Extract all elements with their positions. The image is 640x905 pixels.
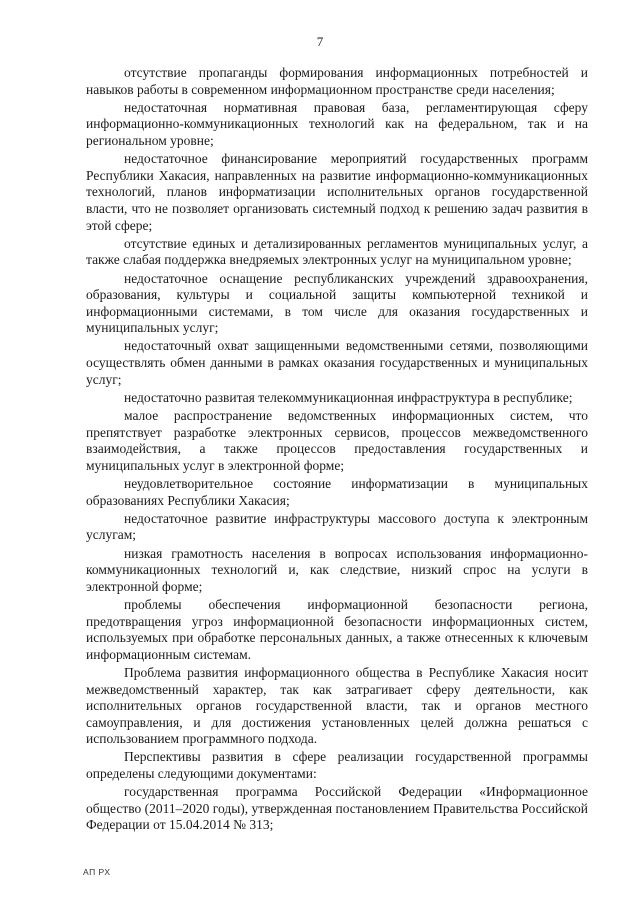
paragraph: низкая грамотность населения в вопросах использования информационно-коммуникационных технологий и, как следствие, низкий спрос на услуги в электронной форме; <box>86 545 588 594</box>
paragraph: недостаточная нормативная правовая база, регламентирующая сферу информационно-коммуникационных технологий как на федеральном, так и на региональном уровне; <box>86 99 588 148</box>
paragraph: недостаточное финансирование мероприятий государственных программ Республики Хакасия, направленных на развитие информационно-коммуникационных технологий, планов информатизации исполнительных органов государственной власти, что не позволяет организовать системный подход к решению задач развития в этой сфере; <box>86 151 588 233</box>
paragraph: отсутствие пропаганды формирования информационных потребностей и навыков работы в современном информационном пространстве среди населения; <box>86 65 588 97</box>
paragraph: государственная программа Российской Федерации «Информационное общество (2011–2020 годы), утвержденная постановлением Правительства Российской Федерации от 15.04.2014 № 313; <box>86 784 588 833</box>
paragraph: малое распространение ведомственных информационных систем, что препятствует разработке электронных сервисов, процессов межведомственного взаимодействия, а также процессов предоставления государственных и муниципальных услуг в электронной форме; <box>86 408 588 473</box>
paragraph: проблемы обеспечения информационной безопасности региона, предотвращения угроз информационной безопасности информационных систем, используемых при обработке персональных данных, а также отнесенных к ключевым информационным системам. <box>86 596 588 662</box>
paragraph: недостаточно развитая телекоммуникационная инфраструктура в республике; <box>124 389 573 405</box>
paragraph: неудовлетворительное состояние информатизации в муниципальных образованиях Республики Хакасия; <box>86 476 588 508</box>
paragraph: недостаточное развитие инфраструктуры массового доступа к электронным услугам; <box>86 510 588 543</box>
paragraph: недостаточное оснащение республиканских учреждений здравоохранения, образования, культуры и социальной защиты компьютерной техникой и информационными системами, в том числе для оказания государственных и муниципальных услуг; <box>86 270 588 336</box>
page-number: 7 <box>316 34 324 49</box>
paragraph: Перспективы развития в сфере реализации государственной программы определены следующими документами: <box>86 749 588 782</box>
paragraph: Проблема развития информационного общества в Республике Хакасия носит межведомственный характер, так как затрагивает сферу деятельности, как исполнительных органов государственной власти, так и органов местного самоуправления, и для достижения установленных целей должна решаться с использованием программного подхода. <box>86 664 588 747</box>
footer-mark: АП РХ <box>83 867 111 877</box>
document-body <box>86 65 588 836</box>
paragraph: недостаточный охват защищенными ведомственными сетями, позволяющими осуществлять обмен данными в рамках оказания государственных и муниципальных услуг; <box>86 338 588 387</box>
paragraph: отсутствие единых и детализированных регламентов муниципальных услуг, а также слабая поддержка внедряемых электронных услуг на муниципальном уровне; <box>86 235 588 268</box>
